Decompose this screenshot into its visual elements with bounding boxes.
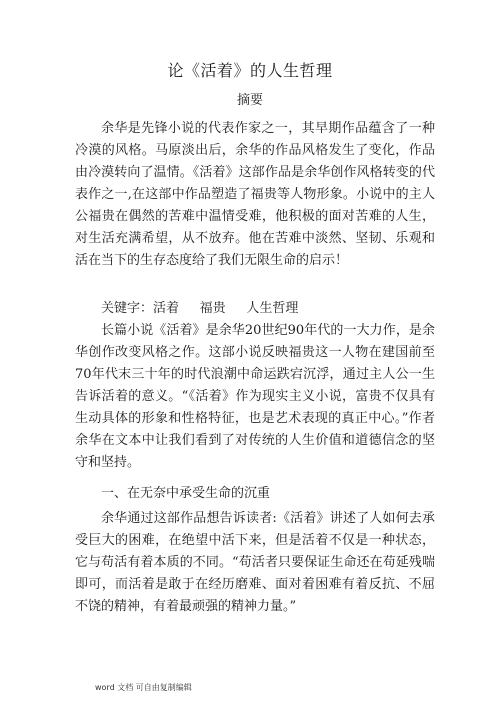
intro-paragraph: 长篇小说《活着》是余华20世纪90年代的一大力作，是余华创作改变风格之作。这部小说反映福贵这一人物在建国前至70年代末三十年的时代浪潮中命运跌宕沉浮，通过主人公一生告诉活着的意义。“《活着》作为现实主义小说，富贵不仅具有生动具体的形象和性格特征，也是艺术表现的真正中心。”作者余华在文本中让我们看到了对传统的人生价值和道德信念的坚守和坚持。 bbox=[75, 323, 435, 470]
section-heading: 一、在无奈中承受生命的沉重 bbox=[101, 486, 271, 501]
section-paragraph: 余华通过这部作品想告诉读者:《活着》讲述了人如何去承受巨大的困难，在绝望中活下来，但是活着不仅是一种状态，它与苟活有着本质的不同。“苟活者只要保证生命还在苟延残喘即可，而活着是敢于在经历磨难、面对着困难有着反抗、不屈不饶的精神，有着最顽强的精神力量。” bbox=[75, 511, 435, 614]
abstract-heading: 摘要 bbox=[236, 93, 263, 108]
document-title: 论《活着》的人生哲理 bbox=[167, 61, 333, 80]
keywords-line: 关键字：活着 福贵 人生哲理 bbox=[101, 301, 299, 316]
footer-note: word 文档 可自由复制编辑 bbox=[95, 683, 192, 692]
abstract-paragraph: 余华是先锋小说的代表作家之一，其早期作品蕴含了一种冷漠的风格。马原淡出后，余华的作品风格发生了变化，作品由冷漠转向了温情。《活着》这部作品是余华创作风格转变的代表作之一,在这部中作品塑造了福贵等人物形象。小说中的主人公福贵在偶然的苦难中温情受难，他积极的面对苦难的人生，对生活充满希望，从不放弃。他在苦难中淡然、坚韧、乐观和活在当下的生存态度给了我们无限生命的启示！ bbox=[75, 121, 435, 268]
